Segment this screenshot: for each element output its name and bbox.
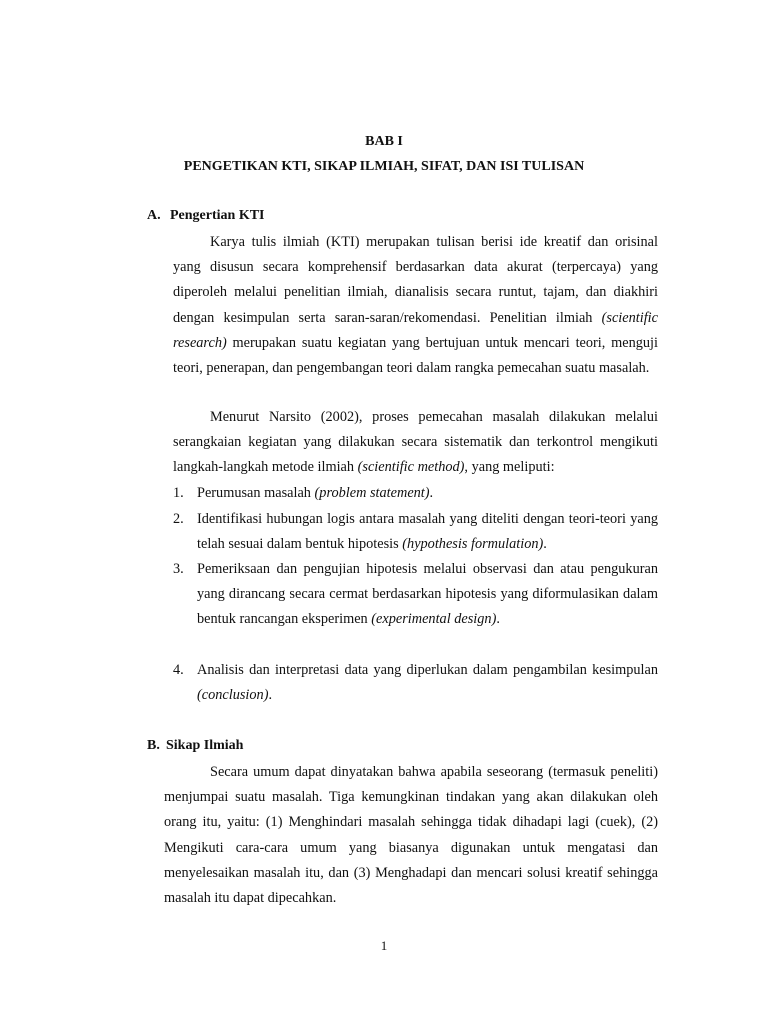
list-item-end: . [429, 485, 434, 501]
list-number: 4. [173, 662, 184, 678]
list-item [197, 507, 658, 557]
list-number: 3. [173, 561, 184, 577]
page-number: 1 [380, 938, 388, 953]
list-item [197, 557, 658, 633]
paragraph-text: Karya tulis ilmiah (KTI) merupakan tulisan berisi ide kreatif dan orisinal yang disusun secara komprehensif berdasarkan data akurat (terpercaya) yang diperoleh melalui penelitian ilmiah, dianalisis secara runtut, tajam, dan diakhiri dengan kesimpulan serta saran-saran/rekomendasi. Penelitian ilmiah [173, 234, 658, 326]
section-b-title: Sikap Ilmiah [166, 738, 244, 753]
list-item [197, 658, 658, 708]
paragraph-text: , yang meliputi: [464, 459, 555, 476]
section-a-paragraph-2 [173, 405, 658, 481]
section-a-marker: A. [147, 208, 161, 223]
section-b-marker: B. [147, 738, 160, 753]
section-b-paragraph-1: Secara umum dapat dinyatakan bahwa apabila seseorang (termasuk peneliti) menjumpai suatu masalah. Tiga kemungkinan tindakan yang akan dilakukan oleh orang itu, yaitu: (1) Menghindari masalah sehingga tidak dihadapi lagi (cuek), (2) Mengikuti cara-cara umum yang biasanya digunakan untuk mengatasi dan menyelesaikan masalah itu, dan (3) Menghadapi dan mencari solusi kreatif sehingga masalah itu dapat dipecahkan. [164, 764, 658, 907]
list-item-text: Identifikasi hubungan logis antara masalah yang diteliti dengan teori-teori yang telah sesuai dalam bentuk hipotesis [197, 511, 658, 553]
list-item-text: Perumusan masalah [197, 485, 315, 501]
list-item-end: . [268, 687, 273, 704]
list-item-text: Analisis dan interpretasi data yang diperlukan dalam pengambilan kesimpulan [197, 662, 658, 678]
italic-term: (hypothesis formulation) [402, 536, 544, 553]
italic-term: (scientific research) [173, 309, 658, 351]
italic-term: (experimental design) [371, 611, 497, 628]
chapter-title: PENGETIKAN KTI, SIKAP ILMIAH, SIFAT, DAN ISI TULISAN [183, 159, 585, 174]
list-item-end: . [543, 536, 547, 553]
paragraph-text: Menurut Narsito (2002), proses pemecahan masalah dilakukan melalui serangkaian kegiatan yang dilakukan secara sistematik dan terkontrol mengikuti langkah-langkah metode ilmiah [173, 409, 658, 476]
section-a-paragraph-1 [173, 230, 658, 381]
italic-term: (problem statement) [314, 485, 430, 501]
list-item [197, 481, 658, 506]
italic-term: (scientific method) [357, 459, 465, 476]
list-number: 1. [173, 485, 184, 501]
list-item-text: Pemeriksaan dan pengujian hipotesis melalui observasi dan atau pengukuran yang dirancang secara cermat berdasarkan hipotesis yang diformulasikan dalam bentuk rancangan eksperimen [197, 561, 658, 628]
list-item-end: . [496, 611, 500, 628]
chapter-number: BAB I [365, 134, 403, 149]
italic-term: (conclusion) [197, 687, 269, 704]
paragraph-text: merupakan suatu kegiatan yang bertujuan untuk mencari teori, menguji teori, penerapan, dan pengembangan teori dalam rangka pemecahan suatu masalah. [173, 334, 658, 377]
list-number: 2. [173, 511, 184, 527]
section-a-title: Pengertian KTI [170, 208, 265, 223]
